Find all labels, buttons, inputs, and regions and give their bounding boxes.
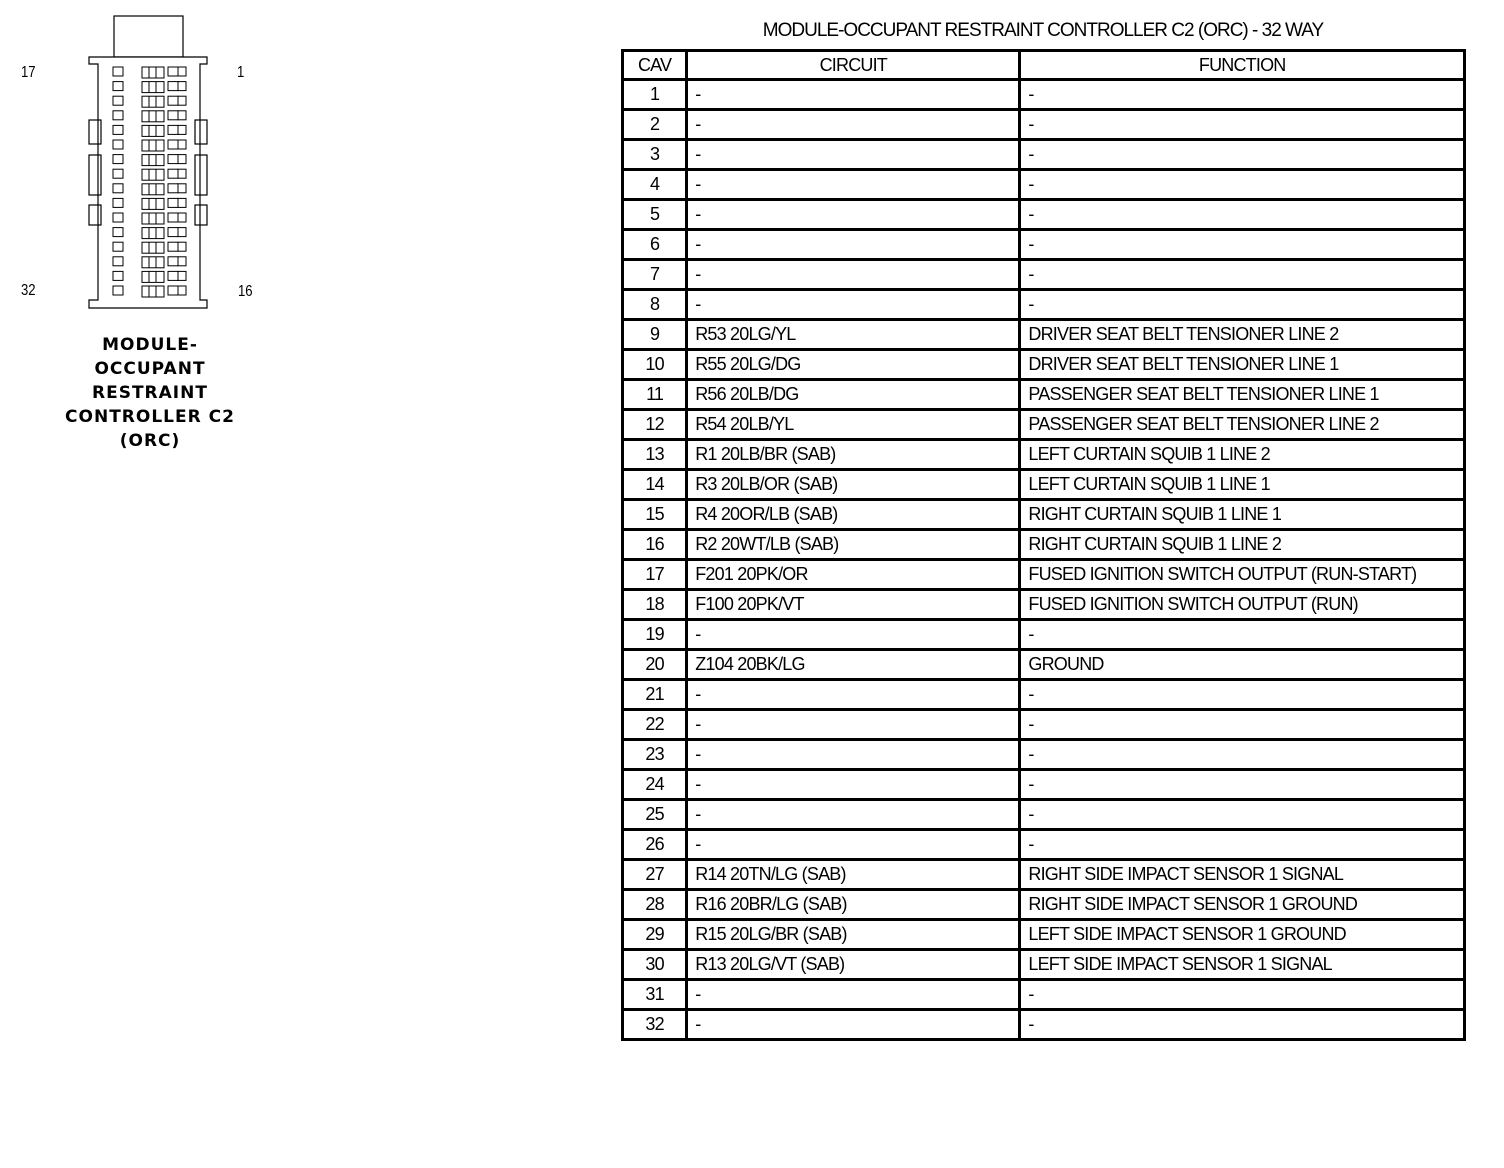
table-row [623,320,1465,350]
circuit-cell: R54 20LB/YL [687,410,1020,440]
cav-cell: 24 [623,770,687,800]
circuit-cell: F100 20PK/VT [687,590,1020,620]
cav-cell: 19 [623,620,687,650]
table-row [623,590,1465,620]
function-cell: - [1020,980,1465,1010]
function-cell: - [1020,110,1465,140]
function-cell: PASSENGER SEAT BELT TENSIONER LINE 1 [1020,380,1465,410]
table-row [623,830,1465,860]
function-cell: - [1020,260,1465,290]
caption-line: (ORC) [119,431,181,451]
table-row [623,260,1465,290]
connector-face-drawing [0,0,300,320]
function-cell: - [1020,830,1465,860]
table-title: MODULE-OCCUPANT RESTRAINT CONTROLLER C2 (ORC) - 32 WAY [762,20,1324,41]
cav-cell: 11 [623,380,687,410]
table-row [623,560,1465,590]
table-row [623,890,1465,920]
function-cell: - [1020,1010,1465,1040]
function-cell: GROUND [1020,650,1465,680]
circuit-cell: - [687,980,1020,1010]
circuit-cell: R55 20LG/DG [687,350,1020,380]
connector-caption [50,333,250,453]
cav-cell: 28 [623,890,687,920]
table-row [623,680,1465,710]
table-row [623,1010,1465,1040]
function-cell: DRIVER SEAT BELT TENSIONER LINE 1 [1020,350,1465,380]
cav-cell: 21 [623,680,687,710]
cav-cell: 3 [623,140,687,170]
function-cell: RIGHT SIDE IMPACT SENSOR 1 GROUND [1020,890,1465,920]
cav-cell: 27 [623,860,687,890]
connector-diagram [0,0,300,470]
circuit-cell: R16 20BR/LG (SAB) [687,890,1020,920]
circuit-cell: - [687,170,1020,200]
function-cell: - [1020,80,1465,110]
cav-cell: 31 [623,980,687,1010]
circuit-cell: - [687,800,1020,830]
table-row [623,530,1465,560]
cav-cell: 5 [623,200,687,230]
caption-line: CONTROLLER C2 [65,407,235,427]
cav-cell: 10 [623,350,687,380]
function-cell: - [1020,620,1465,650]
function-cell: - [1020,770,1465,800]
cav-cell: 7 [623,260,687,290]
circuit-cell: R1 20LB/BR (SAB) [687,440,1020,470]
table-header-row [623,51,1465,80]
table-row [623,650,1465,680]
function-cell: - [1020,200,1465,230]
circuit-cell: R14 20TN/LG (SAB) [687,860,1020,890]
circuit-cell: - [687,260,1020,290]
table-row [623,410,1465,440]
circuit-cell: R15 20LG/BR (SAB) [687,920,1020,950]
circuit-cell: - [687,770,1020,800]
cav-cell: 2 [623,110,687,140]
header-circuit: CIRCUIT [687,51,1020,80]
circuit-cell: - [687,830,1020,860]
table-row [623,500,1465,530]
cav-cell: 6 [623,230,687,260]
circuit-cell: - [687,620,1020,650]
circuit-cell: R56 20LB/DG [687,380,1020,410]
circuit-cell: - [687,80,1020,110]
caption-line: MODULE- [102,335,198,355]
circuit-cell: - [687,140,1020,170]
caption-line: RESTRAINT [92,383,208,403]
cav-cell: 26 [623,830,687,860]
function-cell: FUSED IGNITION SWITCH OUTPUT (RUN) [1020,590,1465,620]
cav-cell: 20 [623,650,687,680]
circuit-cell: R13 20LG/VT (SAB) [687,950,1020,980]
function-cell: - [1020,740,1465,770]
cav-cell: 13 [623,440,687,470]
table-row [623,140,1465,170]
circuit-cell: R53 20LG/YL [687,320,1020,350]
cav-cell: 29 [623,920,687,950]
table-row [623,80,1465,110]
circuit-cell: R2 20WT/LB (SAB) [687,530,1020,560]
function-cell: RIGHT CURTAIN SQUIB 1 LINE 2 [1020,530,1465,560]
cav-cell: 17 [623,560,687,590]
pin-label-16: 16 [238,283,253,300]
cav-cell: 8 [623,290,687,320]
circuit-cell: - [687,200,1020,230]
table-row [623,980,1465,1010]
function-cell: LEFT SIDE IMPACT SENSOR 1 GROUND [1020,920,1465,950]
circuit-cell: - [687,710,1020,740]
function-cell: FUSED IGNITION SWITCH OUTPUT (RUN-START) [1020,560,1465,590]
circuit-cell: - [687,740,1020,770]
cav-cell: 14 [623,470,687,500]
cav-cell: 4 [623,170,687,200]
function-cell: - [1020,140,1465,170]
table-row [623,380,1465,410]
function-cell: - [1020,170,1465,200]
header-cav: CAV [623,51,687,80]
function-cell: RIGHT CURTAIN SQUIB 1 LINE 1 [1020,500,1465,530]
table-row [623,800,1465,830]
circuit-cell: Z104 20BK/LG [687,650,1020,680]
table-row [623,230,1465,260]
table-row [623,920,1465,950]
function-cell: - [1020,800,1465,830]
cav-cell: 25 [623,800,687,830]
circuit-cell: - [687,110,1020,140]
cav-cell: 16 [623,530,687,560]
cav-cell: 30 [623,950,687,980]
function-cell: LEFT CURTAIN SQUIB 1 LINE 1 [1020,470,1465,500]
circuit-cell: - [687,1010,1020,1040]
pin-label-32: 32 [21,282,36,299]
cav-cell: 9 [623,320,687,350]
cav-cell: 15 [623,500,687,530]
cav-cell: 22 [623,710,687,740]
pinout-table [621,49,1466,1041]
table-row [623,860,1465,890]
pin-label-1: 1 [237,64,245,81]
function-cell: PASSENGER SEAT BELT TENSIONER LINE 2 [1020,410,1465,440]
cav-cell: 18 [623,590,687,620]
table-row [623,950,1465,980]
circuit-cell: - [687,230,1020,260]
table-row [623,350,1465,380]
cav-cell: 12 [623,410,687,440]
function-cell: DRIVER SEAT BELT TENSIONER LINE 2 [1020,320,1465,350]
table-row [623,200,1465,230]
table-row [623,170,1465,200]
circuit-cell: R4 20OR/LB (SAB) [687,500,1020,530]
table-row [623,470,1465,500]
caption-line: OCCUPANT [94,359,206,379]
table-row [623,740,1465,770]
function-cell: RIGHT SIDE IMPACT SENSOR 1 SIGNAL [1020,860,1465,890]
table-row [623,290,1465,320]
cav-cell: 32 [623,1010,687,1040]
function-cell: LEFT CURTAIN SQUIB 1 LINE 2 [1020,440,1465,470]
table-row [623,770,1465,800]
table-row [623,440,1465,470]
circuit-cell: F201 20PK/OR [687,560,1020,590]
function-cell: - [1020,230,1465,260]
cav-cell: 23 [623,740,687,770]
circuit-cell: - [687,290,1020,320]
table-row [623,710,1465,740]
function-cell: - [1020,290,1465,320]
circuit-cell: R3 20LB/OR (SAB) [687,470,1020,500]
pin-label-17: 17 [21,64,36,81]
function-cell: - [1020,710,1465,740]
function-cell: LEFT SIDE IMPACT SENSOR 1 SIGNAL [1020,950,1465,980]
table-row [623,620,1465,650]
cav-cell: 1 [623,80,687,110]
table-row [623,110,1465,140]
function-cell: - [1020,680,1465,710]
header-function: FUNCTION [1020,51,1465,80]
circuit-cell: - [687,680,1020,710]
